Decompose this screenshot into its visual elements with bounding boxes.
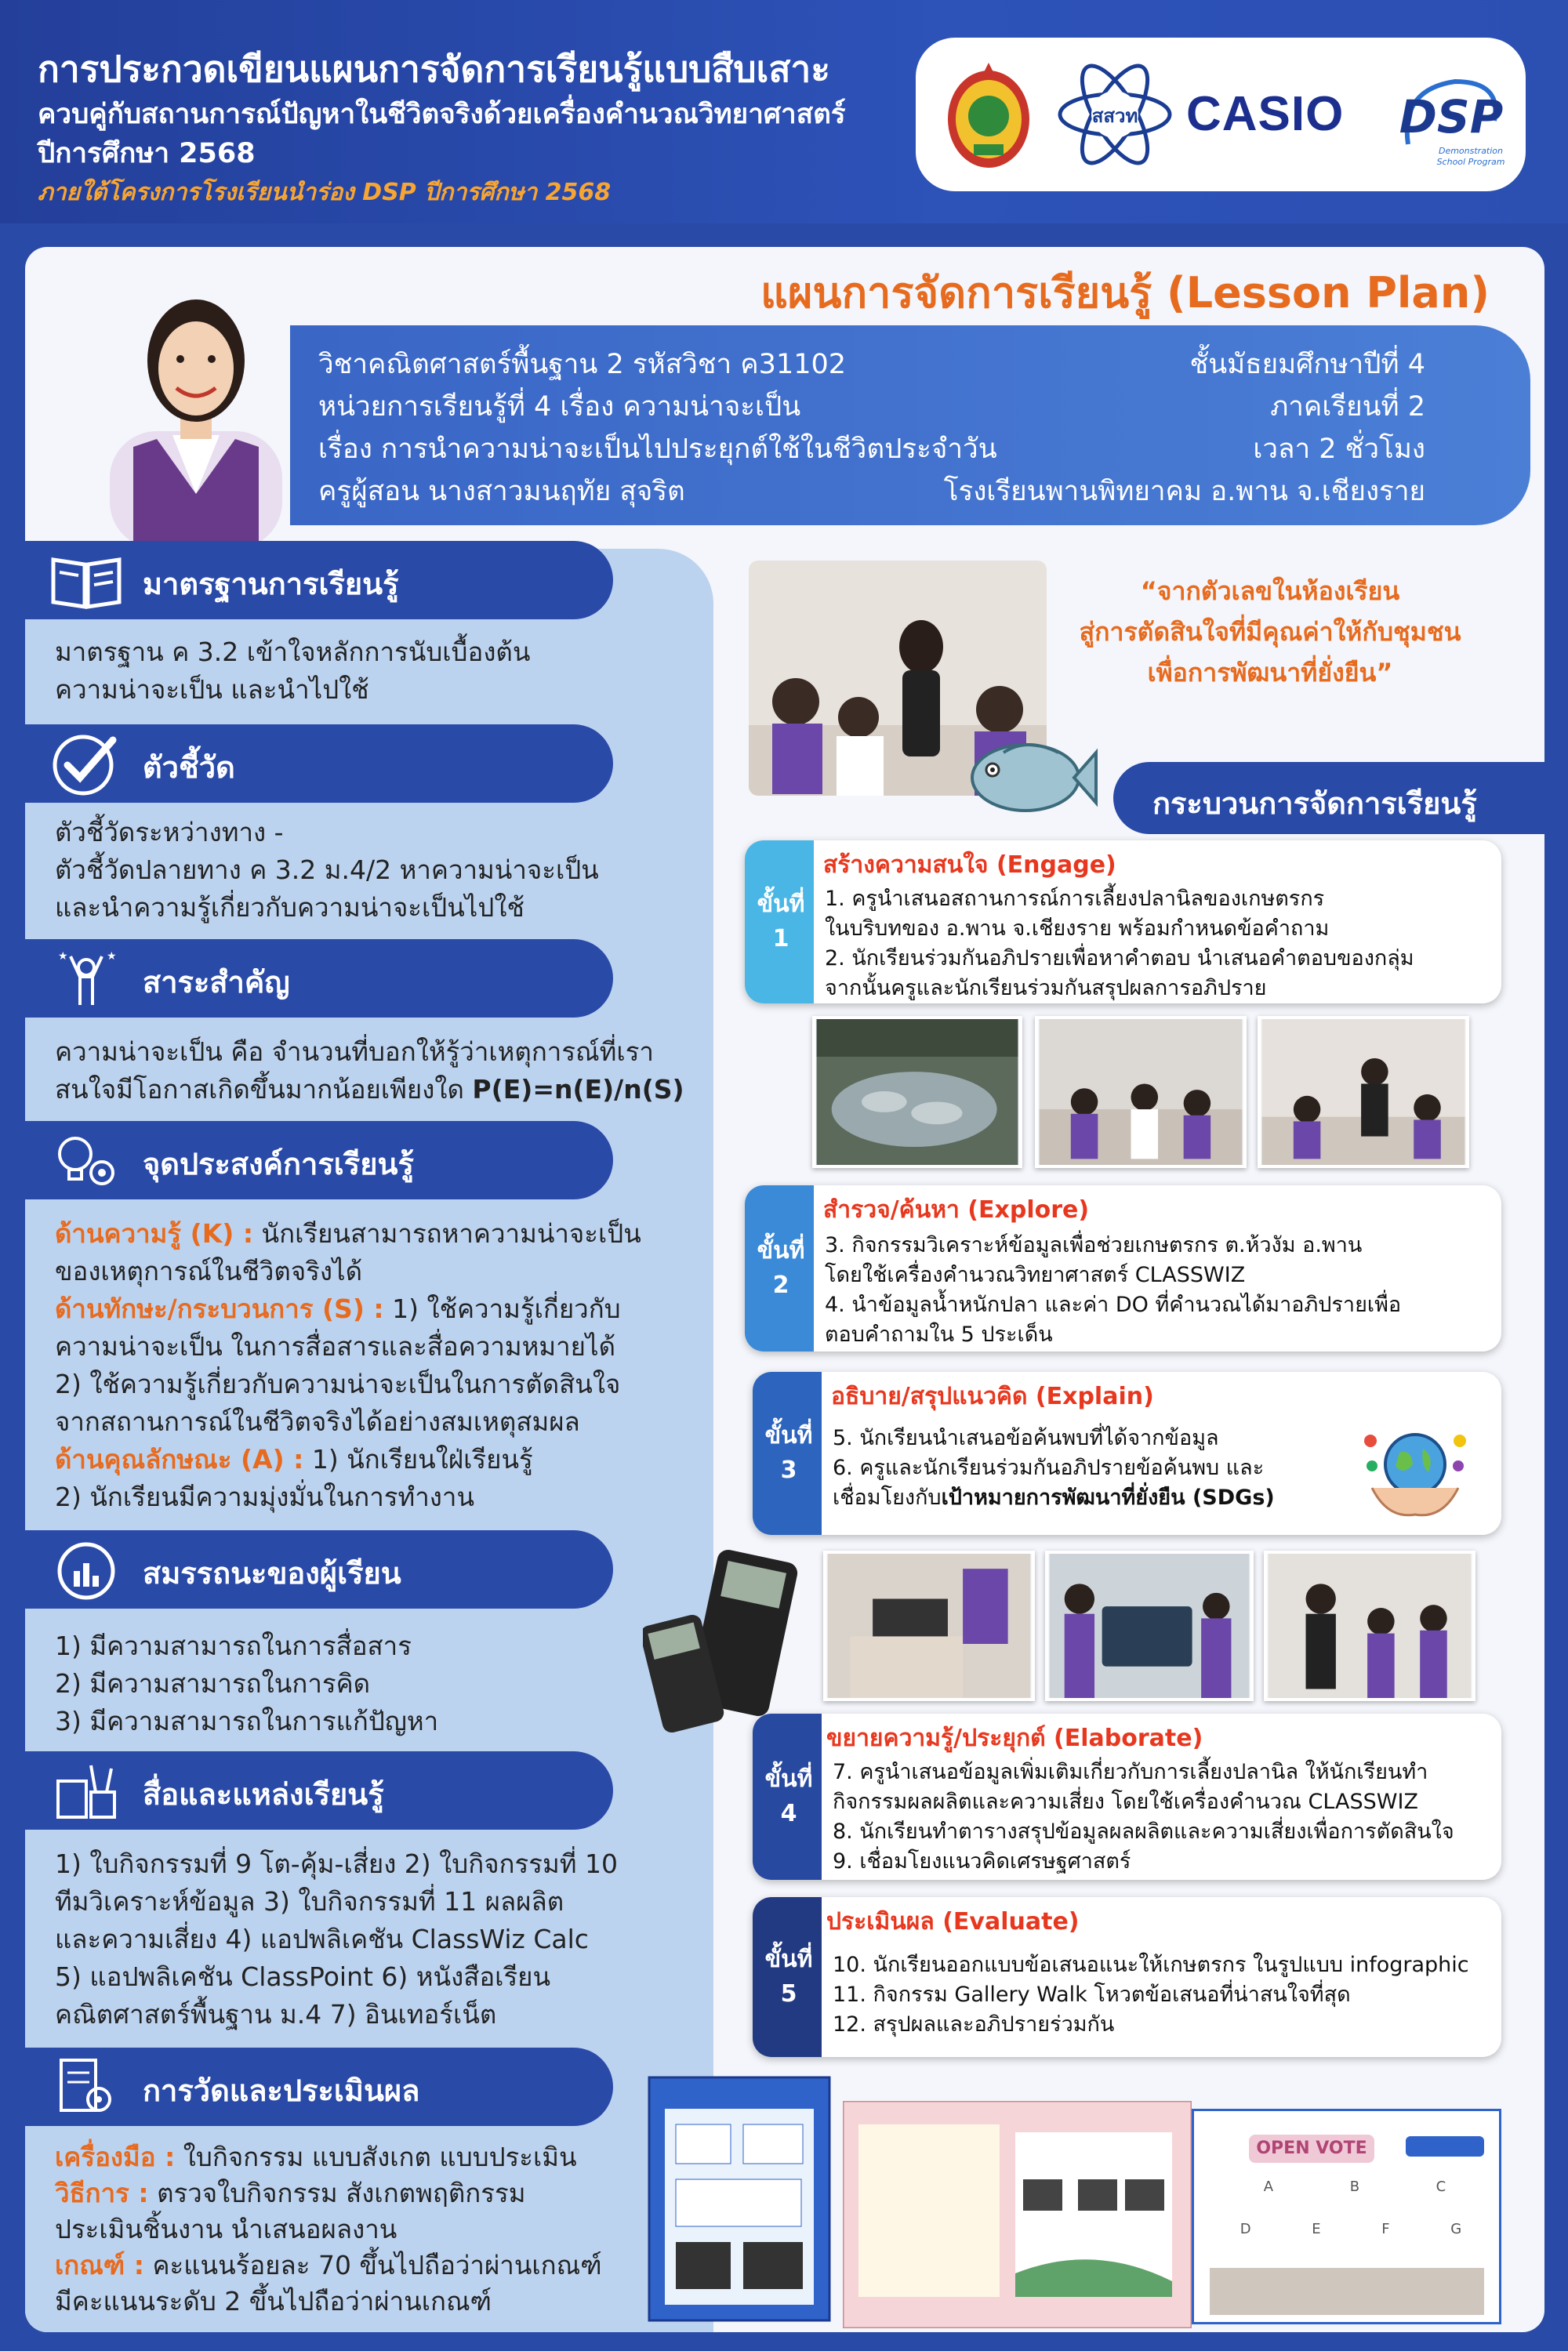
step-line [833,1480,1275,1514]
step-title: อธิบาย/สรุปแนวคิด (Explain) [831,1383,1154,1410]
assessment-criteria2: มีคะแนนระดับ 2 ขึ้นไปถือว่าผ่านเกณฑ์ [55,2286,492,2317]
indicator-line: ตัวชี้วัดปลายทาง ค 3.2 ม.4/2 หาความน่าจะเป็น [55,854,599,885]
assessment-criteria [55,2247,602,2284]
semester: ภาคเรียนที่ 2 [1270,391,1425,423]
objectives-title: จุดประสงค์การเรียนรู้ [143,1147,414,1181]
essence-line1: ความน่าจะเป็น คือ จำนวนที่บอกให้รู้ว่าเหตุการณ์ที่เรา [55,1036,654,1067]
process-step-explore [745,1185,1501,1351]
step-title: สร้างความสนใจ (Engage) [823,851,1116,879]
step-line: ตอบคำถามใน 5 ประเด็น [825,1322,1053,1347]
logo-strip [916,38,1526,191]
sdgs-text: เป้าหมายการพัฒนาที่ยั่งยืน (SDGs) [941,1486,1275,1510]
step-title: ประเมินผล (Evaluate) [826,1908,1080,1936]
svg-text:DSP: DSP [1399,90,1504,143]
lesson-info-box [290,325,1530,525]
media-line: ทีมวิเคราะห์ข้อมูล 3) ใบกิจกรรมที่ 11 ผลผลิต [55,1886,564,1917]
quote-line: “จากตัวเลขในห้องเรียน [1140,576,1400,606]
step-number: 5 [780,1980,797,2008]
stationery-icon [47,1758,125,1823]
header-title: การประกวดเขียนแผนการจัดการเรียนรู้แบบสืบเสาะ [38,48,830,90]
step-line: จากนั้นครูและนักเรียนร่วมกันสรุปผลการอภิปราย [825,976,1267,1000]
casio-logo: CASIO [1186,87,1345,141]
process-step-explain [753,1372,1501,1535]
indicator-line: ตัวชี้วัดระหว่างทาง - [55,817,284,847]
svg-text:สสวท: สสวท [1091,105,1138,127]
objective-k2: ของเหตุการณ์ในชีวิตจริงได้ [55,1256,363,1286]
vote-option[interactable]: G [1450,2221,1462,2237]
objective-a-text: 1) นักเรียนใฝ่เรียนรู้ [311,1444,533,1475]
media-line: 1) ใบกิจกรรมที่ 9 โต-คุ้ม-เสี่ยง 2) ใบกิจกรรมที่ 10 [55,1849,618,1879]
tool-text: ใบกิจกรรม แบบสังเกต แบบประเมิน [183,2142,577,2172]
vote-option[interactable]: C [1436,2179,1446,2195]
open-vote-slide [1192,2109,1501,2324]
step-label: ขั้นที่ [764,1765,813,1793]
media-line: 5) แอปพลิเคชัน ClassPoint 6) หนังสือเรียน [55,1961,551,1992]
checkmark-icon [47,731,125,796]
step-line: 4. นำข้อมูลน้ำหนักปลา และค่า DO ที่คำนวณได้มาอภิปรายเพื่อ [825,1293,1402,1317]
step-line: 11. กิจกรรม Gallery Walk โหวตข้อเสนอที่น่าสนใจที่สุด [833,1983,1351,2007]
unit: หน่วยการเรียนรู้ที่ 4 เรื่อง ความน่าจะเป็น [318,391,801,423]
step-line: 8. นักเรียนทำตารางสรุปข้อมูลผลผลิตและความเสี่ยงเพื่อการตัดสินใจ [833,1819,1454,1844]
calculator-use-photo [823,1551,1035,1701]
process-header [1113,762,1544,834]
step-line-text: เชื่อมโยงกับ [833,1486,942,1510]
step-title: ขยายความรู้/ประยุกต์ (Elaborate) [826,1725,1203,1752]
competency-item: 3) มีความสามารถในการแก้ปัญหา [55,1706,439,1736]
quote [1035,571,1505,693]
globe-hands-icon [1356,1417,1474,1527]
step-label: ขั้นที่ [757,891,805,918]
presentation-photo [1264,1551,1475,1701]
step-number: 2 [772,1272,789,1299]
objective-s-text: 1) ใช้ความรู้เกี่ยวกับ [392,1293,621,1324]
class-discussion-photo [1035,1016,1247,1168]
objective-k-label: ด้านความรู้ (K) : [55,1218,254,1249]
duration: เวลา 2 ชั่วโมง [1253,434,1425,465]
method-text: ตรวจใบกิจกรรม สังเกตพฤติกรรม [157,2178,526,2208]
quote-line: เพื่อการพัฒนาที่ยั่งยืน” [1147,658,1393,688]
essence-header [25,939,613,1018]
objective-a [55,1441,533,1478]
header-subtitle: ควบคู่กับสถานการณ์ปัญหาในชีวิตจริงด้วยเครื่องคำนวณวิทยาศาสตร์ [38,99,846,130]
document-gear-icon [47,2054,125,2120]
step-title: สำรวจ/ค้นหา (Explore) [823,1196,1090,1224]
topic: เรื่อง การนำความน่าจะเป็นไปประยุกต์ใช้ในชีวิตประจำวัน [318,434,997,465]
process-title: กระบวนการจัดการเรียนรู้ [1152,786,1477,821]
subject: วิชาคณิตศาสตร์พื้นฐาน 2 รหัสวิชา ค31102 [318,349,847,380]
obec-seal-logo [942,56,1035,172]
lightbulb-target-icon [47,1127,125,1193]
teacher-photo [78,259,314,549]
objective-s2: ความน่าจะเป็น ในการสื่อสารและสื่อความหมายได้ [55,1331,616,1362]
svg-text:Demonstration: Demonstration [1438,146,1504,156]
competency-item: 2) มีความสามารถในการคิด [55,1668,371,1699]
assessment-method [55,2175,525,2212]
step-line: 3. กิจกรรมวิเคราะห์ข้อมูลเพื่อช่วยเกษตรกร ต.ห้วงัม อ.พาน [825,1233,1363,1257]
svg-text:School Program: School Program [1436,157,1505,167]
grade: ชั้นมัธยมศึกษาปีที่ 4 [1189,349,1425,380]
objectives-header [25,1121,613,1199]
vote-photo-strip [1210,2268,1484,2315]
step-line: 2. นักเรียนร่วมกันอภิปรายเพื่อหาคำตอบ นำเสนอคำตอบของกลุ่ม [825,946,1414,971]
probability-formula: P(E)=n(E)/n(S) [472,1074,684,1105]
step-number: 1 [772,925,789,952]
step-line: 10. นักเรียนออกแบบข้อเสนอแนะให้เกษตรกร ในรูปแบบ infographic [833,1953,1469,1977]
quote-line: สู่การตัดสินใจที่มีคุณค่าให้กับชุมชน [1079,617,1461,647]
dsp-logo [1392,58,1510,176]
objective-s [55,1290,621,1328]
step-line: 5. นักเรียนนำเสนอข้อค้นพบที่ได้จากข้อมูล [833,1426,1219,1450]
essence-title: สาระสำคัญ [143,965,290,1000]
standard-header [25,541,613,619]
competency-title: สมรรถนะของผู้เรียน [143,1556,401,1591]
tool-label: เครื่องมือ : [55,2142,176,2172]
objective-a2: 2) นักเรียนมีความมุ่งมั่นในการทำงาน [55,1482,475,1512]
header [0,0,1568,223]
method-label: วิธีการ : [55,2178,149,2208]
book-icon [47,547,125,613]
standard-line: มาตรฐาน ค 3.2 เข้าใจหลักการนับเบื้องต้น [55,637,531,667]
assessment-title: การวัดและประเมินผล [143,2073,420,2108]
essence-text: สนใจมีโอกาสเกิดขึ้นมากน้อยเพียงใด [55,1074,464,1105]
step-line: 7. ครูนำเสนอข้อมูลเพิ่มเติมเกี่ยวกับการเลี้ยงปลานิล ให้นักเรียนทำ [833,1760,1428,1784]
header-year: ปีการศึกษา 2568 [38,138,256,169]
achievement-person-icon [47,945,125,1011]
infographic-worksheet-thumbnail [641,2070,837,2328]
gauge-chart-icon [47,1536,125,1602]
step-label: ขั้นที่ [764,1422,813,1449]
criteria-label: เกณฑ์ : [55,2250,144,2280]
ipst-logo [1055,55,1174,174]
vote-row-2 [1210,2221,1492,2237]
media-header [25,1751,613,1830]
tablet-work-photo [1045,1551,1254,1701]
objective-s-label: ด้านทักษะ/กระบวนการ (S) : [55,1293,384,1324]
step-number: 4 [780,1800,797,1827]
assessment-tool [55,2139,577,2176]
step-line: 6. ครูและนักเรียนร่วมกันอภิปรายข้อค้นพบ และ [833,1456,1265,1480]
vote-option[interactable]: A [1263,2179,1274,2195]
tilapia-fish-icon [956,721,1098,831]
media-line: คณิตศาสตร์พื้นฐาน ม.4 7) อินเทอร์เน็ต [55,1999,497,2030]
svg-text:★: ★ [58,950,68,963]
media-title: สื่อและแหล่งเรียนรู้ [143,1777,384,1812]
indicator-title: ตัวชี้วัด [143,750,235,785]
step-label: ขั้นที่ [757,1237,805,1264]
slides-thumbnail [843,2101,1192,2328]
step-line: ในบริบทของ อ.พาน จ.เชียงราย พร้อมกำหนดข้อคำถาม [825,916,1330,941]
objective-a-label: ด้านคุณลักษณะ (A) : [55,1444,304,1475]
lesson-plan-title: แผนการจัดการเรียนรู้ (Lesson Plan) [760,268,1490,317]
group-work-photo [1258,1016,1469,1168]
standard-title: มาตรฐานการเรียนรู้ [143,567,399,601]
school-name: โรงเรียนพานพิทยาคม อ.พาน จ.เชียงราย [943,476,1425,507]
essence-line2 [55,1071,684,1108]
teacher-name: ครูผู้สอน นางสาวมนฤทัย สุจริต [318,476,685,507]
assessment-header [25,2048,613,2126]
standard-line: ความน่าจะเป็น และนำไปใช้ [55,674,369,705]
competency-item: 1) มีความสามารถในการสื่อสาร [55,1631,412,1661]
assessment-method2: ประเมินชิ้นงาน นำเสนอผลงาน [55,2214,397,2244]
process-step-engage [745,840,1501,1003]
objective-s4: จากสถานการณ์ในชีวิตจริงได้อย่างสมเหตุสมผล [55,1406,580,1437]
process-step-evaluate [753,1897,1501,2057]
step-line: 1. ครูนำเสนอสถานการณ์การเลี้ยงปลานิลของเกษตรกร [825,887,1325,911]
header-project: ภายใต้โครงการโรงเรียนนำร่อง DSP ปีการศึกษา 2568 [38,179,612,206]
competency-header [25,1530,613,1609]
step-label: ขั้นที่ [764,1946,813,1973]
vote-option[interactable]: E [1312,2221,1321,2237]
objective-s3: 2) ใช้ความรู้เกี่ยวกับความน่าจะเป็นในการตัดสินใจ [55,1369,621,1399]
criteria-text: คะแนนร้อยละ 70 ขึ้นไปถือว่าผ่านเกณฑ์ [152,2250,602,2280]
step-line: กิจกรรมผลผลิตและความเสี่ยง โดยใช้เครื่องคำนวณ CLASSWIZ [833,1790,1418,1814]
objective-k [55,1215,641,1253]
step-line: โดยใช้เครื่องคำนวณวิทยาศาสตร์ CLASSWIZ [825,1263,1246,1287]
fish-pond-photo [812,1016,1022,1168]
vote-option[interactable]: D [1240,2221,1251,2237]
calculator-icon [643,1548,815,1736]
vote-option[interactable]: B [1349,2179,1360,2195]
svg-text:★: ★ [107,950,117,963]
process-step-elaborate [753,1714,1501,1880]
media-line: และความเสี่ยง 4) แอปพลิเคชัน ClassWiz Calc [55,1924,589,1954]
objective-k-text: นักเรียนสามารถหาความน่าจะเป็น [261,1218,641,1249]
indicator-header [25,724,613,803]
vote-option[interactable]: F [1381,2221,1390,2237]
step-line: 12. สรุปผลและอภิปรายร่วมกัน [833,2012,1115,2037]
open-vote-label: OPEN VOTE [1249,2135,1374,2163]
vote-row-1 [1225,2179,1484,2195]
step-number: 3 [780,1457,797,1484]
step-line: 9. เชื่อมโยงแนวคิดเศรษฐศาสตร์ [833,1849,1131,1874]
indicator-line: และนำความรู้เกี่ยวกับความน่าจะเป็นไปใช้ [55,892,524,923]
vote-button[interactable] [1406,2136,1484,2157]
